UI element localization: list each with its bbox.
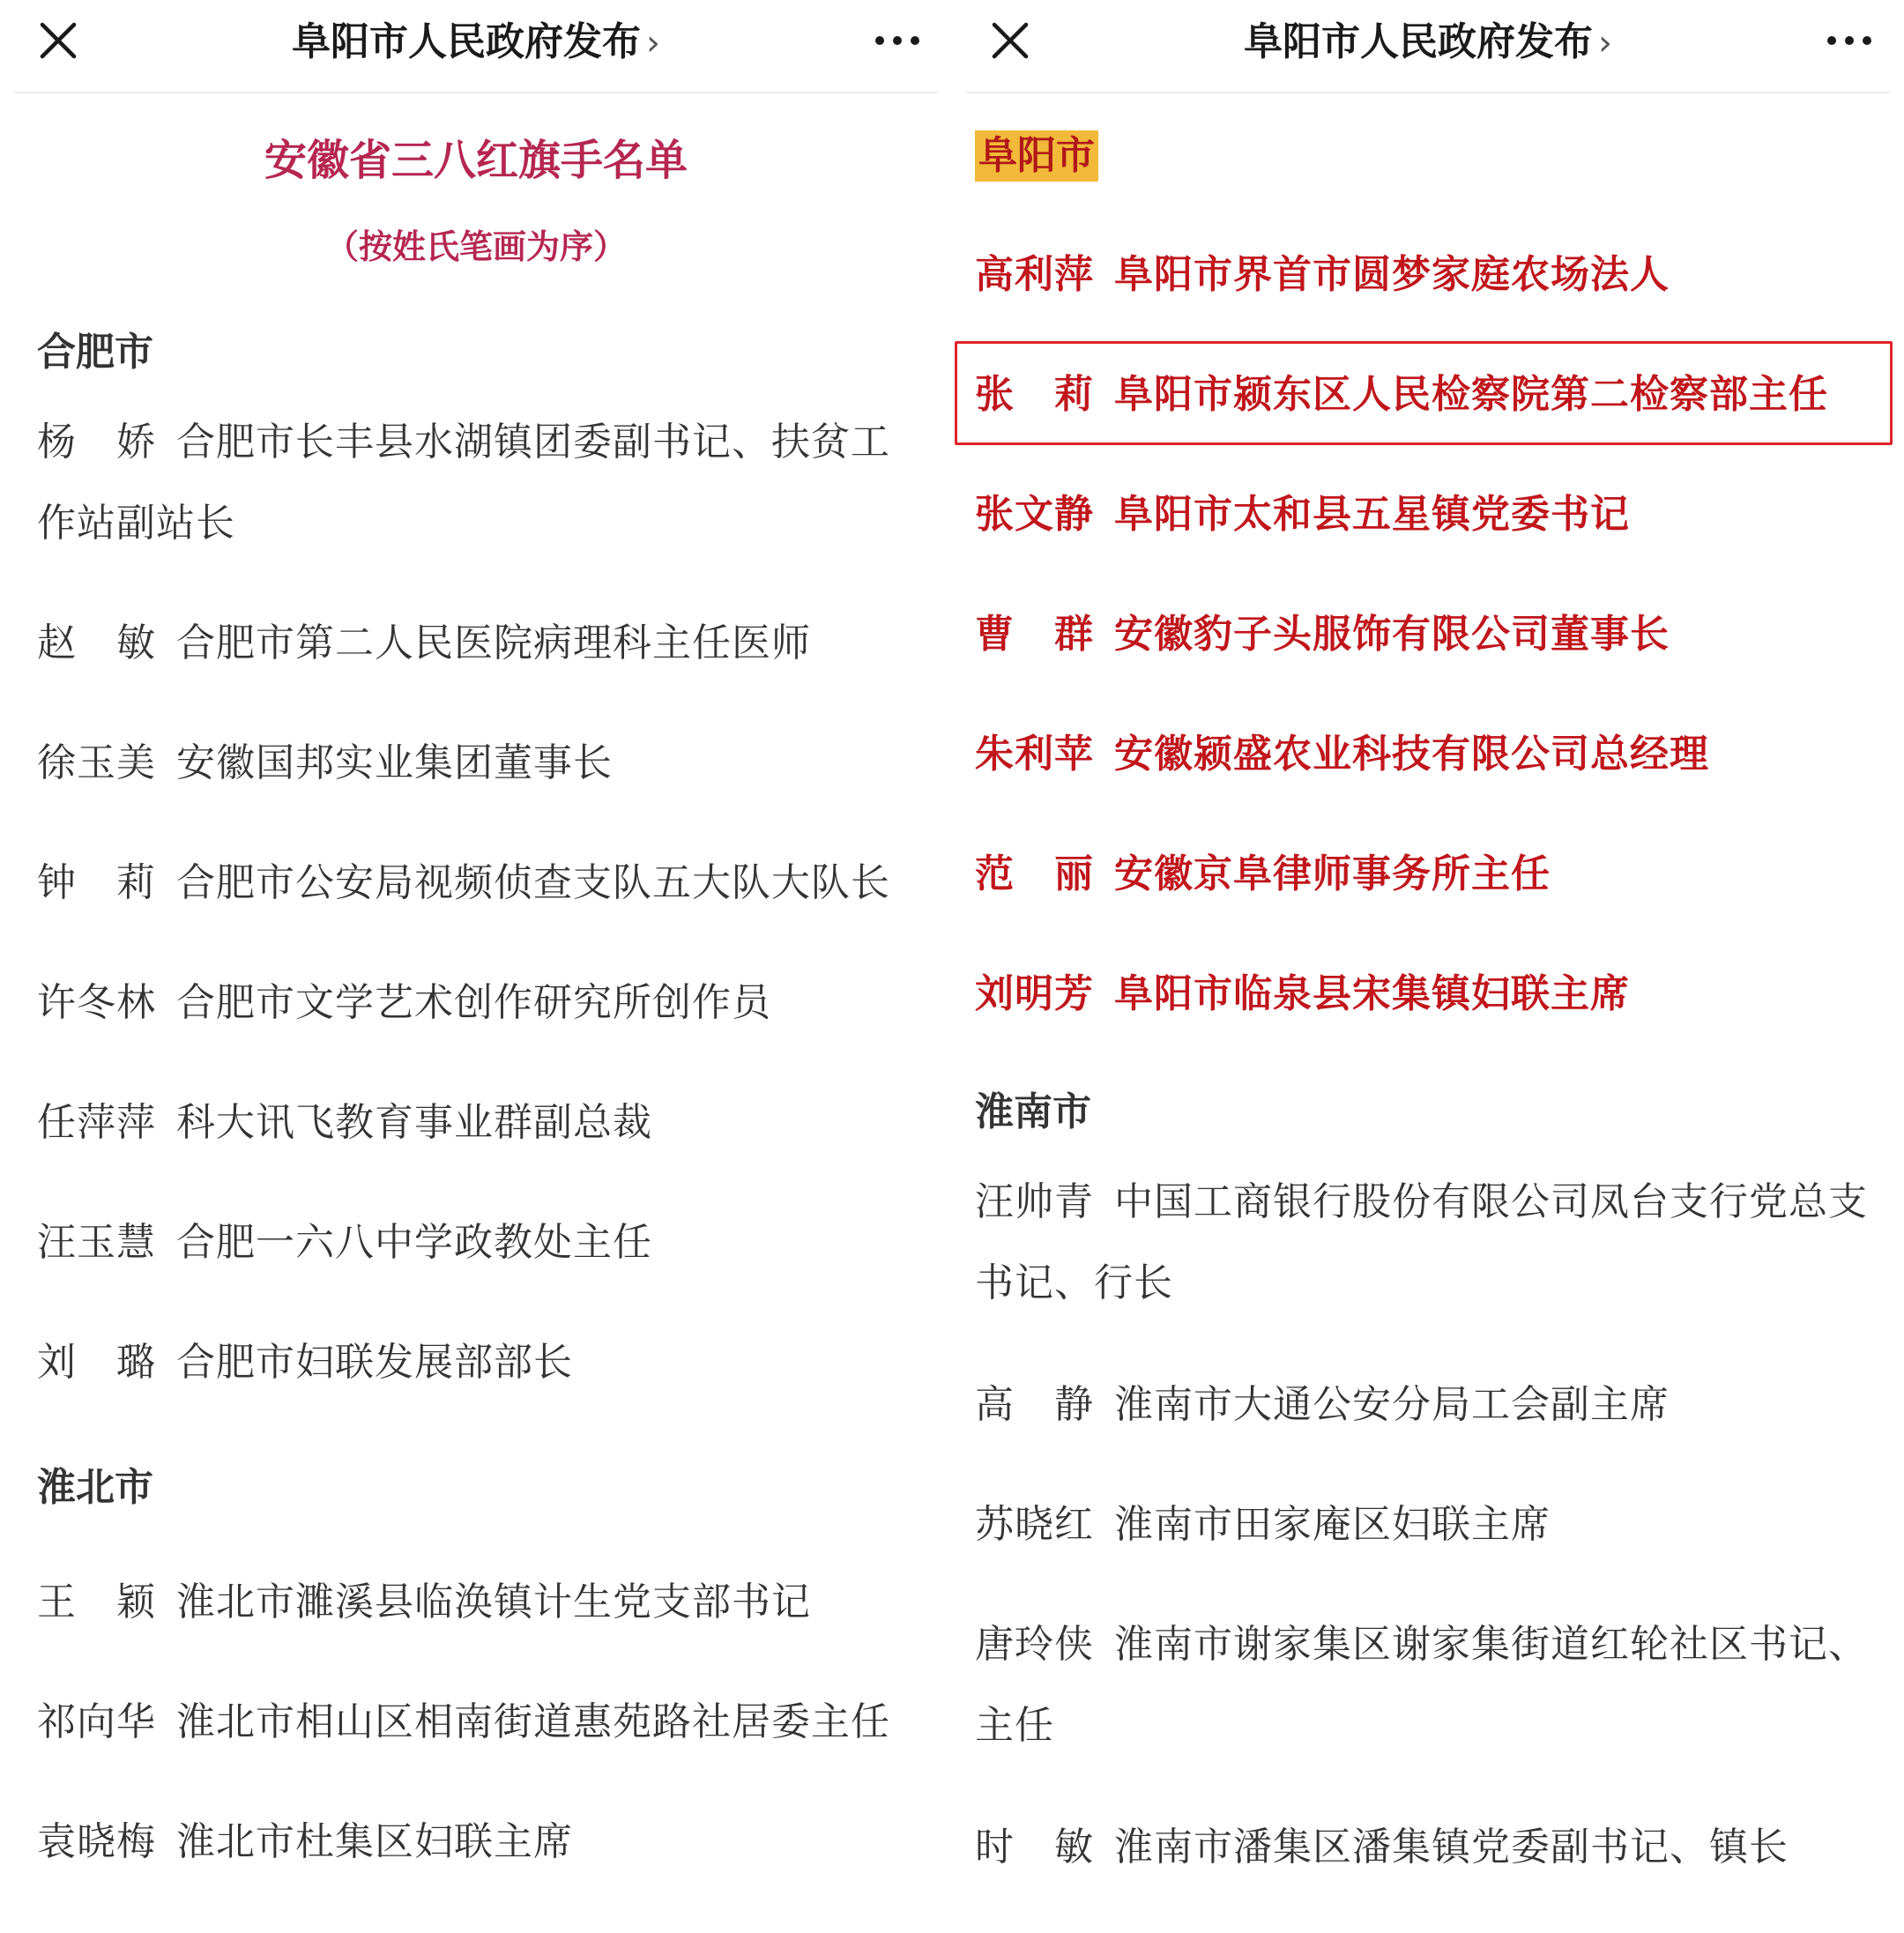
list-item — [37, 843, 927, 924]
entry-name: 刘明芳 — [975, 971, 1094, 1016]
entry-name: 汪帅青 — [975, 1179, 1094, 1224]
entry-name: 时 敏 — [975, 1825, 1094, 1870]
entry-desc: 阜阳市临泉县宋集镇妇联主席 — [1114, 971, 1630, 1016]
list-item — [975, 834, 1883, 915]
entry-desc: 科大讯飞教育事业群副总裁 — [176, 1100, 652, 1145]
entry-desc: 合肥一六八中学政教处主任 — [176, 1220, 652, 1265]
account-title-text[interactable]: 阜阳市人民政府发布 — [292, 19, 641, 64]
right-panel — [952, 0, 1904, 1933]
account-title[interactable] — [14, 18, 938, 68]
right-top-bar — [966, 0, 1890, 93]
entry-name: 唐玲侠 — [975, 1622, 1094, 1667]
list-item — [975, 954, 1883, 1035]
list-item — [37, 1082, 927, 1164]
entry-name: 张文静 — [975, 492, 1094, 537]
section-heading-hefei: 合肥市 — [37, 330, 153, 375]
entry-name: 袁晓梅 — [37, 1819, 156, 1864]
list-item — [975, 474, 1883, 555]
entry-name: 王 颖 — [37, 1580, 156, 1624]
account-title[interactable] — [966, 18, 1890, 68]
entry-desc: 淮北市濉溪县临涣镇计生党支部书记 — [176, 1580, 811, 1624]
entry-desc: 淮南市谢家集区谢家集街道红轮社区书记、主任 — [975, 1622, 1868, 1748]
entry-desc: 阜阳市界首市圆梦家庭农场法人 — [1114, 252, 1670, 297]
list-item — [37, 963, 927, 1044]
entry-desc: 合肥市文学艺术创作研究所创作员 — [176, 980, 771, 1025]
entry-desc: 淮北市相山区相南街道惠苑路社居委主任 — [176, 1699, 890, 1744]
entry-name: 朱利苹 — [975, 732, 1094, 777]
entry-name: 许冬林 — [37, 980, 156, 1025]
list-item — [37, 1802, 927, 1883]
list-item — [975, 1162, 1883, 1324]
list-item — [37, 1682, 927, 1763]
entry-name: 高 静 — [975, 1382, 1094, 1427]
more-icon[interactable] — [871, 23, 924, 58]
entry-desc: 合肥市妇联发展部部长 — [176, 1340, 573, 1385]
entry-name: 汪玉慧 — [37, 1220, 156, 1265]
entry-desc: 淮南市大通公安分局工会副主席 — [1114, 1382, 1670, 1427]
highlight-box — [955, 341, 1893, 445]
left-top-bar — [14, 0, 938, 93]
entry-desc: 安徽颍盛农业科技有限公司总经理 — [1114, 732, 1709, 777]
entry-name: 曹 群 — [975, 612, 1094, 657]
chevron-right-icon[interactable]: › — [1598, 23, 1612, 63]
entry-desc: 合肥市第二人民医院病理科主任医师 — [176, 621, 811, 665]
list-item — [37, 1562, 927, 1643]
section-heading-huaibei: 淮北市 — [37, 1465, 153, 1510]
entry-name: 祁向华 — [37, 1699, 156, 1744]
section-heading-fuyang: 阜阳市 — [975, 130, 1098, 182]
entry-name: 钟 莉 — [37, 860, 156, 905]
document-title: 安徽省三八红旗手名单 — [264, 136, 688, 185]
list-item — [975, 714, 1883, 795]
entry-desc: 淮北市杜集区妇联主席 — [176, 1819, 573, 1864]
list-item — [37, 1202, 927, 1283]
entry-desc: 安徽豹子头服饰有限公司董事长 — [1114, 612, 1670, 657]
entry-name: 张 莉 — [975, 372, 1094, 417]
list-item — [37, 603, 927, 684]
document-subtitle: （按姓氏笔画为序） — [324, 227, 627, 266]
entry-desc: 合肥市公安局视频侦查支队五大队大队长 — [176, 860, 890, 905]
list-item — [37, 402, 927, 564]
chevron-right-icon[interactable]: › — [646, 23, 660, 63]
list-item — [975, 1807, 1883, 1888]
list-item — [975, 594, 1883, 675]
entry-name: 任萍萍 — [37, 1100, 156, 1145]
entry-name: 高利萍 — [975, 252, 1094, 297]
entry-desc: 合肥市长丰县水湖镇团委副书记、扶贫工作站副站长 — [37, 420, 890, 546]
entry-desc: 淮南市田家庵区妇联主席 — [1114, 1502, 1551, 1547]
entry-desc: 安徽国邦实业集团董事长 — [176, 740, 613, 785]
entry-name: 杨 娇 — [37, 420, 156, 465]
entry-desc: 中国工商银行股份有限公司凤台支行党总支书记、行长 — [975, 1179, 1868, 1305]
entry-name: 苏晓红 — [975, 1502, 1094, 1547]
list-item — [975, 1484, 1883, 1565]
entry-name: 刘 璐 — [37, 1340, 156, 1385]
section-heading-huainan: 淮南市 — [975, 1089, 1091, 1134]
entry-name: 范 丽 — [975, 851, 1094, 896]
entry-desc: 阜阳市太和县五星镇党委书记 — [1114, 492, 1630, 537]
account-title-text[interactable]: 阜阳市人民政府发布 — [1244, 19, 1593, 64]
list-item — [975, 1604, 1883, 1766]
entry-desc: 阜阳市颍东区人民检察院第二检察部主任 — [1114, 372, 1828, 417]
entry-name: 徐玉美 — [37, 740, 156, 785]
list-item — [975, 1364, 1883, 1446]
entry-desc: 安徽京阜律师事务所主任 — [1114, 851, 1551, 896]
list-item — [37, 1322, 927, 1403]
entry-name: 赵 敏 — [37, 621, 156, 665]
entry-desc: 淮南市潘集区潘集镇党委副书记、镇长 — [1114, 1825, 1789, 1870]
list-item — [37, 723, 927, 804]
more-icon[interactable] — [1823, 23, 1876, 58]
list-item — [975, 234, 1883, 316]
